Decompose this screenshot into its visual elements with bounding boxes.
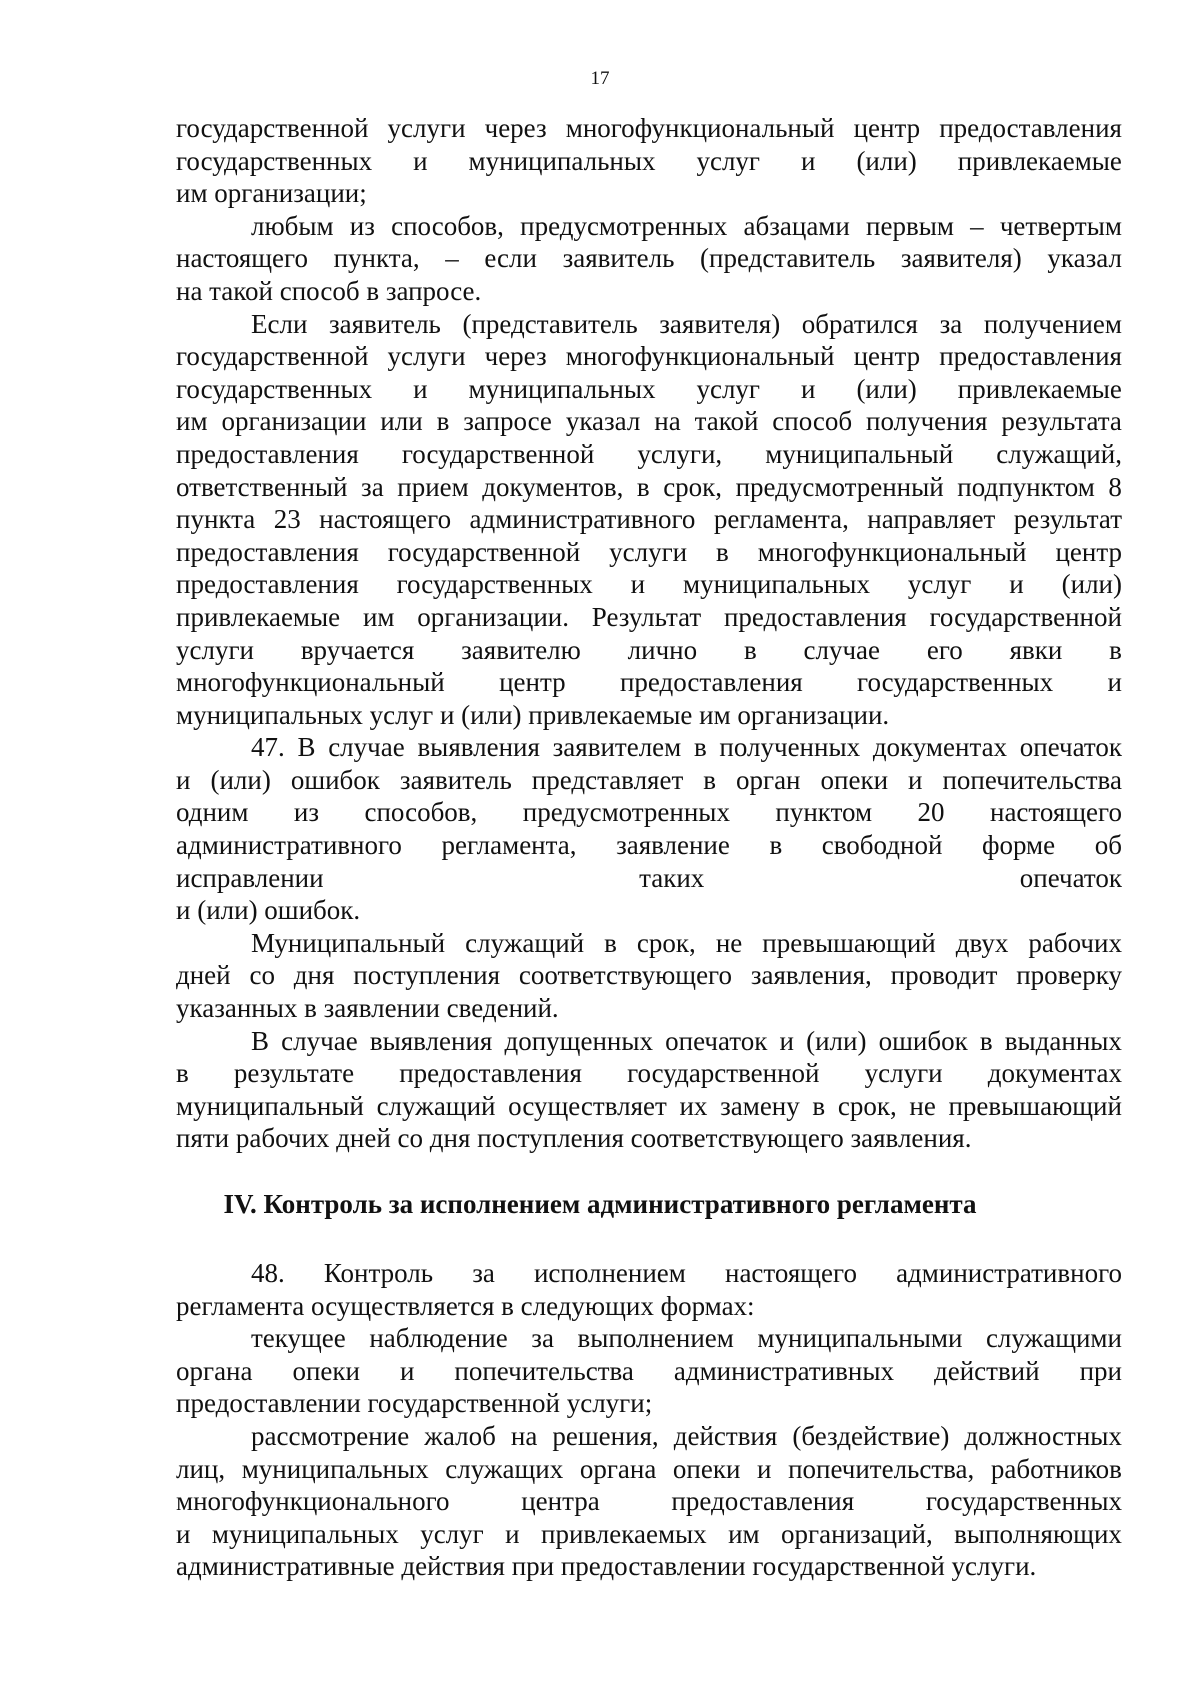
word: центр (1055, 536, 1122, 567)
word: должностных (964, 1420, 1122, 1451)
word: текущее (251, 1323, 346, 1354)
word: лиц, (176, 1453, 226, 1484)
word: выявления (369, 1025, 493, 1056)
word: об (1094, 830, 1122, 861)
word: привлекаемые (957, 145, 1122, 176)
word: опеки (672, 1453, 741, 1484)
word: опечаток (1019, 862, 1122, 893)
text-line (176, 438, 1122, 471)
word: многофункциональный (565, 341, 835, 372)
word: (или) (856, 145, 917, 176)
word: услуги (387, 113, 466, 143)
text-line (176, 862, 1122, 895)
word: указал (565, 406, 641, 437)
word: результат (1013, 504, 1122, 535)
word: привлекаемых (541, 1518, 707, 1549)
word: В (251, 1025, 270, 1056)
word: ошибок (290, 764, 380, 795)
word: центр (853, 113, 921, 143)
word: многофункциональный (176, 667, 445, 698)
word: им (728, 1518, 760, 1549)
word: центр (499, 667, 566, 698)
word: центр (853, 341, 921, 372)
word: служащий (376, 1090, 496, 1121)
word: и (801, 145, 816, 176)
word: предоставления (176, 536, 359, 567)
text-line (176, 568, 1122, 601)
word: Контроль (323, 1258, 434, 1288)
text-line (176, 1420, 1122, 1453)
text-line (176, 373, 1122, 406)
word: услуг (907, 569, 972, 600)
word: проводит (890, 960, 998, 991)
word: Если (251, 308, 308, 339)
word: документах (987, 1058, 1122, 1089)
word: осуществляет (508, 1090, 667, 1121)
section-heading: IV. Контроль за исполнением административного регламента (223, 1189, 977, 1219)
word: и (801, 373, 816, 404)
word: получения (866, 406, 988, 437)
word: ответственный (176, 471, 348, 502)
text-line: муниципальных услуг и (или) привлекаемые им организации. (176, 699, 890, 730)
word: предоставления (399, 1058, 582, 1089)
word: через (484, 113, 547, 143)
word: представляет (531, 764, 684, 795)
word: 48. (251, 1258, 285, 1288)
word: привлекаемые (957, 373, 1122, 404)
text-line (176, 1257, 1122, 1290)
word: на (510, 1420, 538, 1451)
word: (или) (210, 764, 271, 795)
word: исправлении (176, 862, 324, 893)
word: заявителю (461, 634, 581, 665)
word: заявителя) (900, 243, 1022, 274)
word: действий (933, 1355, 1040, 1386)
word: пункта (176, 504, 256, 535)
word: 47. (251, 732, 285, 763)
text-line (176, 666, 1122, 699)
word: прием (397, 471, 469, 502)
word: одним (176, 797, 249, 828)
text-line (176, 405, 1122, 438)
word: услуги (387, 341, 466, 372)
word: пункта, (333, 243, 420, 274)
word: за (939, 308, 963, 339)
word: жалоб (424, 1420, 496, 1451)
text-line (176, 959, 1122, 992)
word: в (979, 1025, 993, 1056)
word: превышающий (762, 927, 936, 958)
word: служащих (445, 1453, 564, 1484)
text-line: предоставлении государственной услуги; (176, 1388, 653, 1419)
word: заявитель (562, 243, 675, 274)
word: выполняющих (954, 1518, 1122, 1549)
word: такой (694, 406, 759, 437)
word: допущенных (504, 1025, 653, 1056)
text-line (176, 210, 1122, 243)
text-line (176, 503, 1122, 536)
text-line (176, 1453, 1122, 1486)
word: работников (990, 1453, 1122, 1484)
word: услуг (696, 145, 761, 176)
word: государственных (857, 667, 1054, 698)
word: заявителем (552, 732, 682, 763)
word: заявитель (329, 308, 441, 339)
word: подпунктом (957, 471, 1095, 502)
word: наблюдение (369, 1323, 508, 1354)
word: первым (866, 210, 954, 241)
word: административного (896, 1258, 1122, 1288)
word: срок, (636, 927, 696, 958)
word: служащий, (996, 438, 1122, 469)
word: документах (872, 732, 1008, 763)
word: в (716, 536, 729, 567)
word: за (531, 1323, 554, 1354)
word: замену (720, 1090, 800, 1121)
word: лично (627, 634, 698, 665)
word: муниципальных (468, 145, 656, 176)
word: муниципальный (176, 1090, 364, 1121)
text-line (176, 829, 1122, 862)
word: обратился (801, 308, 918, 339)
word: муниципальных (241, 1453, 429, 1484)
word: и (399, 1355, 415, 1386)
word: государственной (401, 438, 595, 469)
word: многофункциональный (565, 113, 835, 143)
word: ошибок (878, 1025, 968, 1056)
word: в (812, 1090, 826, 1121)
word: Муниципальный (251, 927, 446, 958)
word: не (909, 1090, 936, 1121)
word: 20 (917, 797, 945, 828)
word: (бездействие) (792, 1420, 950, 1451)
word: и (630, 569, 646, 600)
word: предоставления (619, 667, 803, 698)
word: (или) (1061, 569, 1122, 600)
word: 23 (273, 504, 301, 535)
word: опеки (820, 764, 889, 795)
word: форме (981, 830, 1056, 861)
word: свободной (821, 830, 943, 861)
word: регламента, (713, 504, 849, 535)
word: предусмотренный (735, 471, 944, 502)
word: муниципальными (757, 1323, 963, 1354)
word: попечительства (454, 1355, 634, 1386)
text-line: административные действия при предоставлении государственной услуги. (176, 1551, 1037, 1582)
word: государственной (176, 341, 369, 372)
word: многофункциональный (757, 536, 1027, 567)
word: государственных (925, 1486, 1122, 1517)
word: поступления (353, 960, 501, 991)
word: на (654, 406, 681, 437)
word: соответствующего (518, 960, 732, 991)
word: орган (736, 764, 801, 795)
word: настоящего (725, 1258, 857, 1288)
word: при (1079, 1355, 1122, 1386)
word: муниципальных (211, 1518, 399, 1549)
word: услуг (696, 373, 761, 404)
word: из (349, 210, 375, 241)
word: и (413, 145, 428, 176)
word: направляет (867, 504, 996, 535)
word: в (693, 732, 707, 763)
word: – (970, 210, 984, 241)
word: вручается (300, 634, 415, 665)
word: государственных (176, 373, 373, 404)
word: предоставления (723, 601, 907, 632)
word: не (715, 927, 743, 958)
word: и (505, 1518, 520, 1549)
word: попечительства, (788, 1453, 975, 1484)
text-line (176, 764, 1122, 797)
word: и (757, 1453, 772, 1484)
word: случае (281, 1025, 358, 1056)
word: выявления (417, 732, 540, 763)
word: решения, (552, 1420, 659, 1451)
word: и (1009, 569, 1024, 600)
word: абзацами (743, 210, 850, 241)
word: муниципальных (683, 569, 870, 600)
text-line: регламента осуществляется в следующих формах: (176, 1290, 755, 1321)
word: дней (176, 960, 231, 991)
text-line (176, 242, 1122, 275)
text-line (176, 1322, 1122, 1355)
word: полученных (719, 732, 861, 763)
word: услуги (609, 536, 688, 567)
text-line (176, 796, 1122, 829)
text-line (176, 634, 1122, 667)
word: таких (639, 862, 705, 893)
word: административного (176, 830, 402, 861)
document-body-bottom (176, 1257, 1122, 1583)
text-line (176, 1485, 1122, 1518)
word: способов, (364, 797, 478, 828)
word: действия (673, 1420, 778, 1451)
word: попечительства (942, 764, 1122, 795)
text-line (176, 1057, 1122, 1090)
word: (или) (856, 373, 917, 404)
text-line: указанных в заявлении сведений. (176, 993, 559, 1024)
text-line: и (или) ошибок. (176, 895, 361, 926)
word: в (436, 406, 450, 437)
word: государственных (176, 145, 373, 176)
document-body-top (176, 112, 1122, 1155)
text-line (176, 601, 1122, 634)
text-line (176, 340, 1122, 373)
text-line: на такой способ в запросе. (176, 275, 482, 306)
word: предусмотренных (522, 797, 730, 828)
word: в (703, 764, 716, 795)
word: способов, (391, 210, 504, 241)
text-line (176, 112, 1122, 145)
word: в (636, 471, 650, 502)
word: результата (1001, 406, 1122, 437)
text-line (176, 145, 1122, 178)
word: в (176, 1058, 189, 1089)
word: им (176, 406, 208, 437)
word: служащими (985, 1323, 1122, 1354)
word: опеки (292, 1355, 360, 1386)
text-line (176, 731, 1122, 764)
text-line (176, 1090, 1122, 1123)
text-line (176, 471, 1122, 504)
word: муниципальных (468, 373, 656, 404)
word: – (445, 243, 459, 274)
word: организации. (417, 601, 569, 632)
word: 8 (1108, 471, 1122, 502)
word: организаций, (781, 1518, 933, 1549)
word: административных (673, 1355, 894, 1386)
word: результате (233, 1058, 355, 1089)
word: В (297, 732, 316, 763)
word: срок, (837, 1090, 897, 1121)
word: услуг (420, 1518, 484, 1549)
word: настоящего (176, 243, 308, 274)
text-line: пяти рабочих дней со дня поступления соответствующего заявления. (176, 1123, 972, 1154)
word: государственных (396, 569, 593, 600)
word: рабочих (1028, 927, 1122, 958)
word: органа (176, 1355, 253, 1386)
word: и (908, 764, 923, 795)
word: выданных (1004, 1025, 1122, 1056)
word: случае (803, 634, 881, 665)
text-line (176, 1518, 1122, 1551)
word: предоставления (176, 569, 359, 600)
word: заявление (616, 830, 730, 861)
word: в (604, 927, 617, 958)
word: любым (251, 210, 334, 241)
word: документов, (482, 471, 624, 502)
word: предусмотренных (520, 210, 728, 241)
page-number: 17 (590, 68, 610, 89)
word: предоставления (939, 341, 1122, 372)
word: их (679, 1090, 708, 1121)
word: явки (1009, 634, 1063, 665)
word: превышающий (948, 1090, 1122, 1121)
word: предоставления (939, 113, 1122, 143)
word: настоящего (990, 797, 1122, 828)
word: опечаток (1019, 732, 1122, 763)
word: в (743, 634, 757, 665)
word: государственной (627, 1058, 820, 1089)
word: в (1109, 634, 1122, 665)
word: его (926, 634, 963, 665)
word: если (484, 243, 537, 274)
word: (представитель (462, 308, 638, 339)
word: через (484, 341, 547, 372)
word: и (1107, 667, 1122, 698)
word: административного (469, 504, 696, 535)
word: и (413, 373, 428, 404)
text-line: им организации; (176, 178, 367, 209)
word: им (362, 601, 395, 632)
word: запросе (463, 406, 552, 437)
word: и (176, 764, 191, 795)
word: услуги, (637, 438, 723, 469)
word: указал (1047, 243, 1122, 274)
word: четвертым (999, 210, 1122, 241)
word: государственной (387, 536, 581, 567)
word: за (472, 1258, 495, 1288)
text-line (176, 1025, 1122, 1058)
word: центра (521, 1486, 600, 1517)
word: проверку (1016, 960, 1122, 991)
word: или (380, 406, 423, 437)
word: (представитель (700, 243, 876, 274)
word: дня (293, 960, 335, 991)
word: из (293, 797, 320, 828)
word: опечаток (665, 1025, 768, 1056)
word: многофункционального (176, 1486, 450, 1517)
word: регламента, (441, 830, 577, 861)
word: выполнением (577, 1323, 734, 1354)
word: органа (579, 1453, 657, 1484)
word: муниципальный (765, 438, 954, 469)
word: государственной (929, 601, 1122, 632)
word: рассмотрение (251, 1420, 410, 1451)
word: пунктом (775, 797, 873, 828)
text-line (176, 1355, 1122, 1388)
word: и (779, 1025, 794, 1056)
word: организации (221, 406, 367, 437)
word: в (769, 830, 783, 861)
word: за (361, 471, 384, 502)
word: со (249, 960, 275, 991)
word: заявителя) (659, 308, 781, 339)
word: предоставления (176, 438, 359, 469)
word: служащий (465, 927, 585, 958)
word: и (176, 1518, 191, 1549)
word: заявления, (750, 960, 872, 991)
word: предоставления (671, 1486, 855, 1517)
word: получением (983, 308, 1122, 339)
word: срок, (663, 471, 723, 502)
word: государственной (176, 113, 369, 143)
word: исполнением (533, 1258, 686, 1288)
word: случае (328, 732, 405, 763)
word: привлекаемые (176, 601, 341, 632)
word: (или) (806, 1025, 867, 1056)
word: услуги (176, 634, 254, 665)
word: услуги (864, 1058, 943, 1089)
word: настоящего (319, 504, 452, 535)
word: способ (772, 406, 853, 437)
text-line (176, 308, 1122, 341)
word: Результат (591, 601, 702, 632)
text-line (176, 536, 1122, 569)
word: двух (955, 927, 1009, 958)
word: заявитель (399, 764, 512, 795)
text-line (176, 927, 1122, 960)
